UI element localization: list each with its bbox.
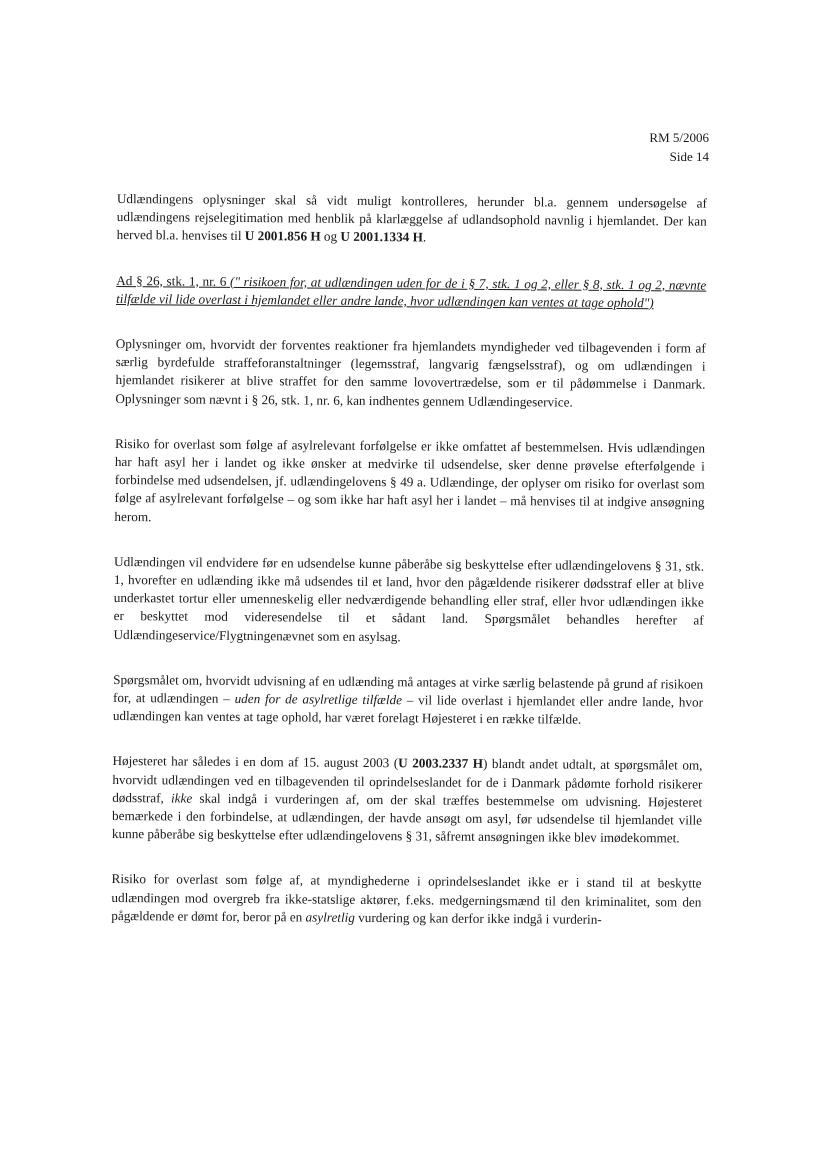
paragraph-non-state-actors: Risiko for overlast som følge af, at myndighederne i oprindelseslandet ikke er i stand til at beskytte udlændingen mod overgreb fra ikke-statslige aktører, f.eks. medgerningsmænd til den kriminalitet, som den pågældende er dømt for, beror på en asylretlig vurdering og kan derfor ikke indgå i vurderin-	[111, 871, 702, 927]
section-heading: Ad § 26, stk. 1, nr. 6 (" risikoen for, at udlændingen uden for de i § 7, stk. 1 og 2, eller § 8, stk. 1 og 2, nævnte tilfælde vil lide overlast i hjemlandet eller andre lande, hvor udlændingen kan ventes at tage ophold")	[116, 272, 707, 311]
paragraph-supreme-court-ruling: Højesteret har således i en dom af 15. august 2003 (U 2003.2337 H) blandt andet udtalt, at spørgsmålet om, hvorvidt udlændingen ved en tilbagevenden til oprindelseslandet for de i Danmark pådømte forhold risikerer dødsstraf, ikke skal indgå i vurderingen af, om der skal træffes bestemmelse om udvisning. Højesteret bemærkede i den forbindelse, at udlændingen, der havde ansøgt om asyl, før udsendelse til hjemlandet ville kunne påberåbe sig beskyttelse efter udlændingelovens § 31, såfremt ansøgningen ikke blev imødekommet.	[111, 753, 703, 846]
page-number: Side 14	[669, 149, 709, 164]
paragraph-supreme-court-question: Spørgsmålet om, hvorvidt udvisning af en udlænding må antages at virke særlig belastende på grund af risikoen for, at udlændingen – uden for de asylretlige tilfælde – vil lide overlast i hjemlandet eller andre lande, hvor udlændingen kan ventes at tage ophold, har været forelagt Højesteret i en række tilfælde.	[112, 671, 704, 727]
paragraph-reactions: Oplysninger om, hvorvidt der forventes reaktioner fra hjemlandets myndigheder ved tilbagevenden i form af særlig byrdefulde straffeforanstaltninger (legemsstraf, langvarig fængselsstraf), og om udlændingen i hjemlandet risikerer at blive straffet for den samme lovovertrædelse, som er til pådømmelse i Danmark. Oplysninger som nævnt i § 26, stk. 1, nr. 6, kan indhentes gennem Udlændingeservice.	[115, 336, 706, 410]
document-body	[111, 190, 707, 957]
case-reference: U 2001.1334 H	[340, 229, 423, 245]
document-reference: RM 5/2006	[649, 130, 709, 145]
page-header	[649, 128, 709, 166]
paragraph-verification: Udlændingens oplysninger skal så vidt muligt kontrolleres, herunder bl.a. gennem undersøgelse af udlændingens rejselegitimation med henblik på klarlæggelse af udlandsophold navnlig i hjemlandet. Der kan herved bl.a. henvises til U 2001.856 H og U 2001.1334 H.	[116, 190, 707, 245]
case-reference: U 2003.2337 H	[398, 755, 484, 772]
paragraph-asylum-risk: Risiko for overlast som følge af asylrelevant forfølgelse er ikke omfattet af bestemmelsen. Hvis udlændingen har haft asyl her i landet og ikke ønsker at medvirke til udsendelse, sker denne prøvelse efterfølgende i forbindelse med udsendelsen, jf. udlændingelovens § 49 a. Udlændinge, der oplyser om risiko for overlast som følge af asylrelevant forfølgelse – og som ikke har haft asyl her i landet – må henvises til at indgive ansøgning herom.	[114, 435, 706, 524]
paragraph-section-31: Udlændingen vil endvidere før en udsendelse kunne påberåbe sig beskyttelse efter udlændingelovens § 31, stk. 1, hvorefter en udlænding ikke må udsendes til et land, hvor den pågældende risikerer dødsstraf eller at blive underkastet tortur eller umenneskelig eller nedværdigende behandling eller straf, eller hvor udlændingen ikke er beskyttet mod videresendelse til et sådant land. Spørgsmålet behandles herefter af Udlændingeservice/Flygtningenævnet som en asylsag.	[113, 553, 705, 644]
case-reference: U 2001.856 H	[244, 228, 321, 245]
